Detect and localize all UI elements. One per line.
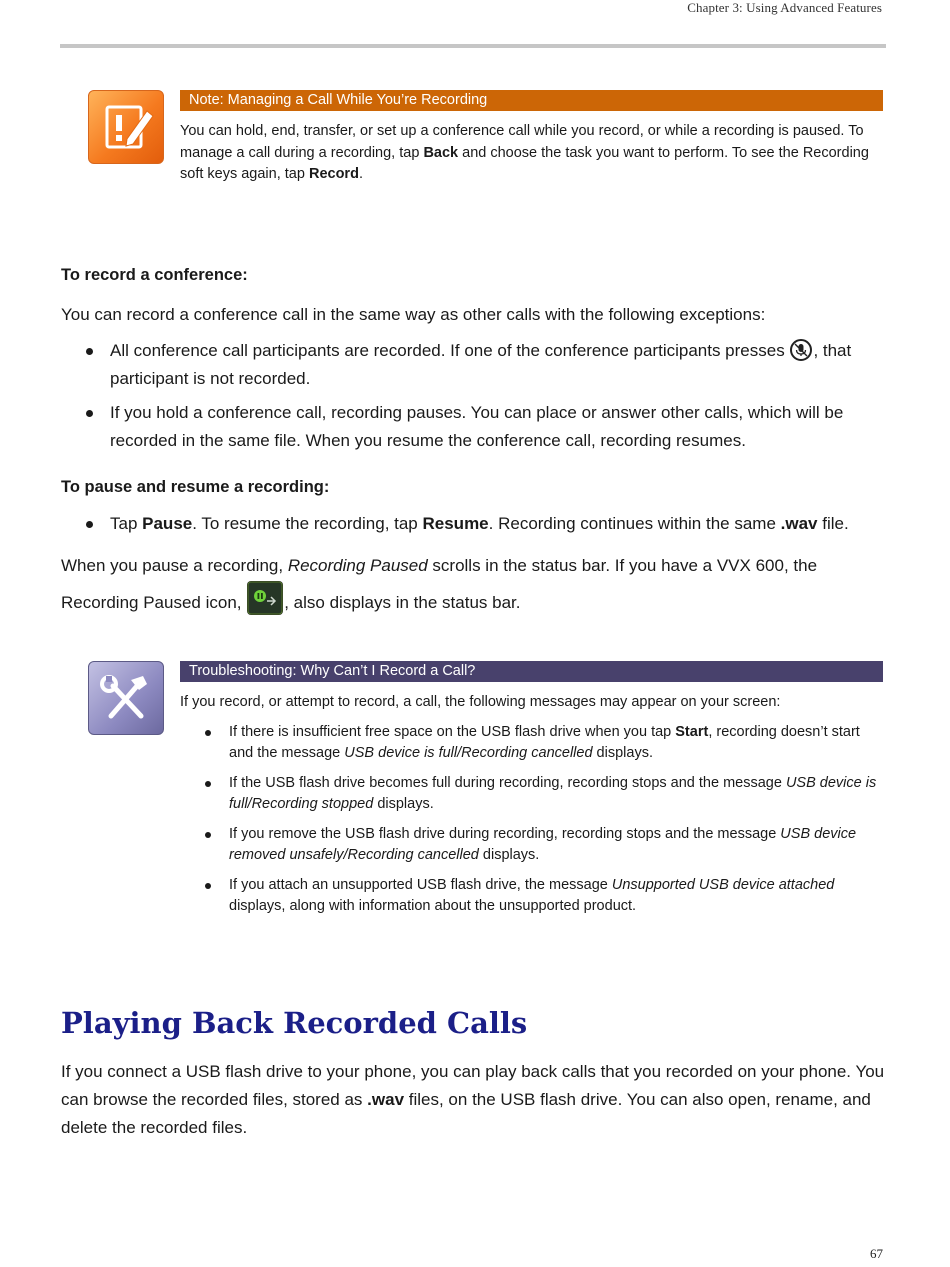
wav-keyword: .wav [367,1090,405,1109]
wav-keyword: .wav [780,514,818,533]
resume-keyword: Resume [422,514,489,533]
record-conference-intro: You can record a conference call in the same way as other calls with the following exceptions: [61,305,766,324]
tools-icon [88,661,164,735]
note-pencil-icon [88,90,164,164]
list-item: All conference call participants are recorded. If one of the conference participants presses , that participant is not recorded. [110,337,886,393]
list-item: If the USB flash drive becomes full during recording, recording stops and the message USB device is full/Recording stopped displays. [229,773,883,816]
header-divider [60,44,886,48]
troubleshooting-title: Troubleshooting: Why Can’t I Record a Call? [180,661,883,682]
paused-status-paragraph: When you pause a recording, Recording Paused scrolls in the status bar. If you have a VVX 600, the Recording Paused icon, , also displays in the status bar. [61,547,886,621]
conference-exceptions-list [110,337,886,461]
record-keyword: Record [308,166,359,182]
note-title: Note: Managing a Call While You’re Recording [180,90,883,111]
list-item: Tap Pause. To resume the recording, tap Resume. Recording continues within the same .wav file. [110,510,886,538]
pause-keyword: Pause [142,514,193,533]
troubleshooting-messages-list [180,722,883,918]
troubleshooting-intro: If you record, or attempt to record, a call, the following messages may appear on your screen: [180,694,781,710]
recording-paused-text: Recording Paused [287,556,428,575]
note-callout [88,90,883,190]
recording-paused-icon [247,581,283,615]
playback-paragraph: If you connect a USB flash drive to your phone, you can play back calls that you recorded on your phone. You can browse the recorded files, stored as .wav files, on the USB flash drive. You can also open, rename, and delete the recorded files. [61,1062,885,1137]
record-conference-heading: To record a conference: [61,266,248,284]
list-item: If you hold a conference call, recording pauses. You can place or answer other calls, which will be recorded in the same file. When you resume the conference call, recording resumes. [110,399,886,455]
playback-section-heading: Playing Back Recorded Calls [61,1006,528,1040]
list-item: If you remove the USB flash drive during recording, recording stops and the message USB device removed unsafely/Recording cancelled displays. [229,824,883,867]
start-keyword: Start [675,723,709,740]
pause-resume-heading: To pause and resume a recording: [61,478,330,496]
pause-steps-list [110,510,886,544]
troubleshooting-callout [88,661,883,931]
list-item: If you attach an unsupported USB flash drive, the message Unsupported USB device attached displays, along with information about the unsupported product. [229,875,883,918]
note-body: You can hold, end, transfer, or set up a conference call while you record, or while a recording is paused. To manage a call during a recording, tap Back and choose the task you want to perform. To see the Recording soft keys again, tap Record. [180,123,869,182]
chapter-header: Chapter 3: Using Advanced Features [687,0,882,15]
back-keyword: Back [423,144,459,161]
mute-microphone-icon [790,339,812,361]
page-number: 67 [870,1246,883,1261]
list-item: If there is insufficient free space on the USB flash drive when you tap Start, recording doesn’t start and the message USB device is full/Recording cancelled displays. [229,722,883,765]
